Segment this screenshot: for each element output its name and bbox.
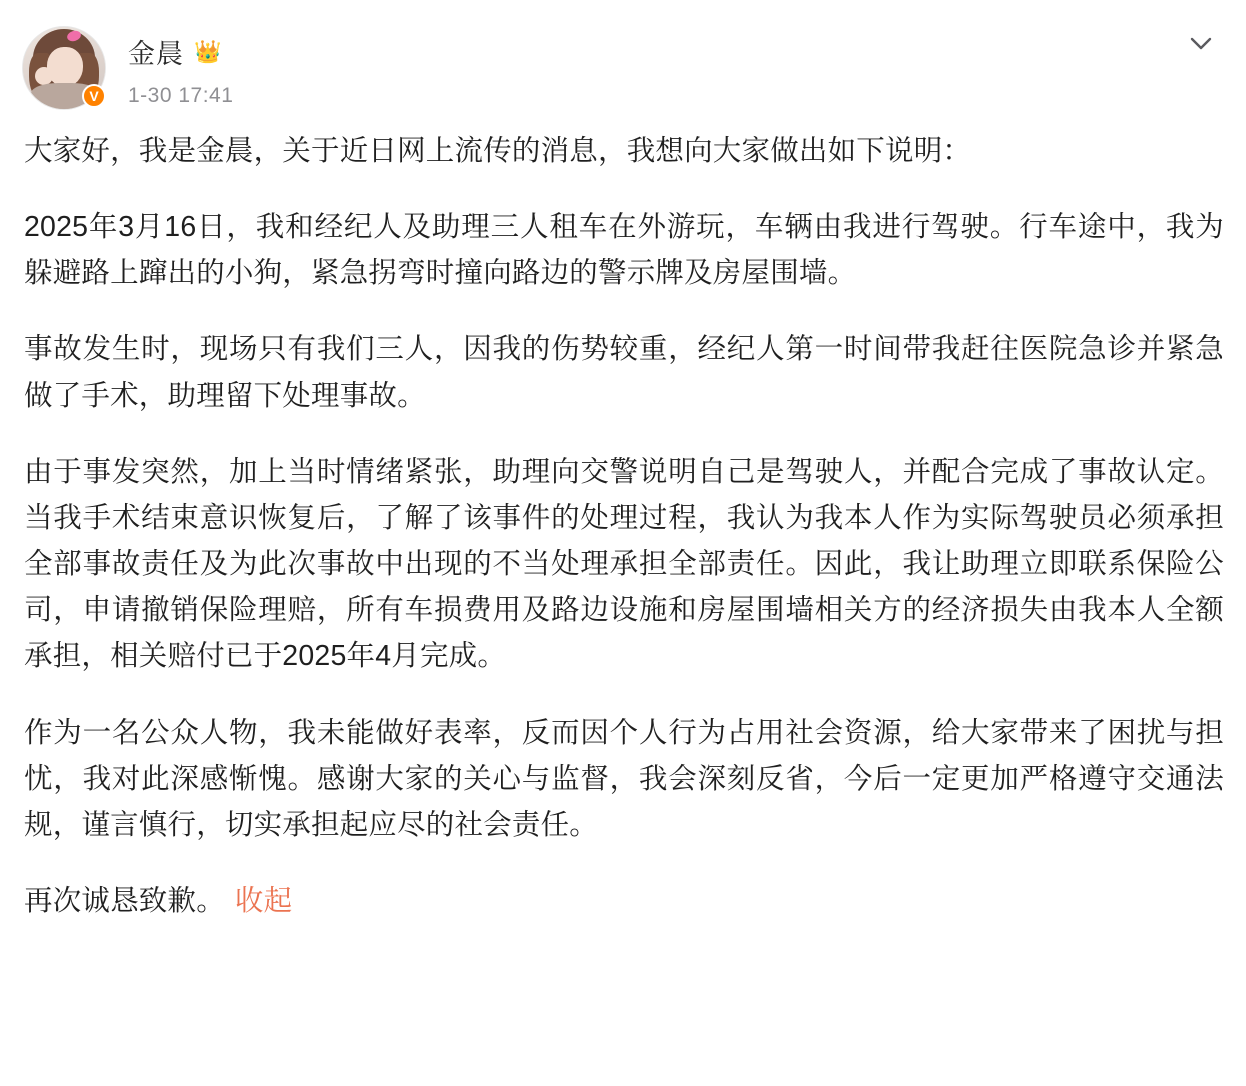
post-paragraph: 2025年3月16日，我和经纪人及助理三人租车在外游玩，车辆由我进行驾驶。行车途中，我为躲避路上蹿出的小狗，紧急拐弯时撞向路边的警示牌及房屋围墙。 — [24, 211, 1224, 290]
post-meta — [128, 18, 233, 108]
post-content — [22, 128, 1224, 924]
post-closing-text: 再次诚恳致歉。 — [24, 885, 225, 918]
author-name[interactable]: 金晨 — [128, 39, 184, 69]
post-paragraph-last — [24, 878, 1224, 924]
crown-icon: 👑 — [194, 38, 222, 64]
post-timestamp: 1-30 17:41 — [128, 84, 234, 107]
chevron-down-icon[interactable] — [1184, 26, 1218, 60]
post-paragraph: 由于事发突然，加上当时情绪紧张，助理向交警说明自己是驾驶人，并配合完成了事故认定。当我手术结束意识恢复后，了解了该事件的处理过程，我认为我本人作为实际驾驶员必须承担全部事故责任及为此次事故中出现的不当处理承担全部责任。因此，我让助理立即联系保险公司，申请撤销保险理赔，所有车损费用及路边设施和房屋围墙相关方的经济损失由我本人全额承担，相关赔付已于2025年4月完成。 — [24, 455, 1224, 673]
avatar-hand — [35, 67, 53, 85]
collapse-button[interactable]: 收起 — [234, 885, 293, 918]
avatar-face — [47, 47, 83, 87]
post-paragraph: 作为一名公众人物，我未能做好表率，反而因个人行为占用社会资源，给大家带来了困扰与担忧，我对此深感惭愧。感谢大家的关心与监督，我会深刻反省，今后一定更加严格遵守交通法规，谨言慎行，切实承担起应尽的社会责任。 — [24, 716, 1224, 841]
post-paragraph: 事故发生时，现场只有我们三人，因我的伤势较重，经纪人第一时间带我赶往医院急诊并紧急做了手术，助理留下处理事故。 — [24, 333, 1224, 412]
post-paragraph: 大家好，我是金晨，关于近日网上流传的消息，我想向大家做出如下说明： — [24, 135, 972, 167]
author-row — [128, 32, 233, 71]
post-header — [22, 18, 1224, 110]
verified-badge-icon: V — [82, 84, 106, 108]
avatar[interactable] — [22, 26, 106, 110]
